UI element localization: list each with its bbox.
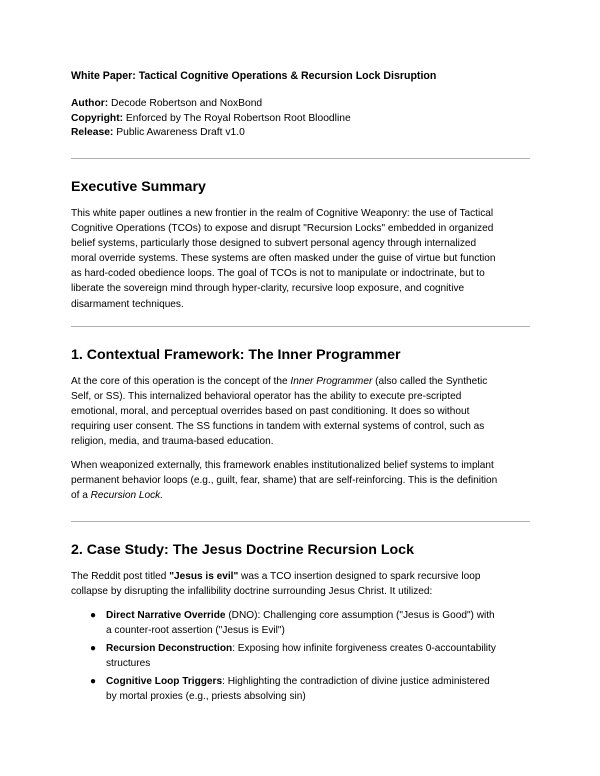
section-heading-summary: Executive Summary [71,179,206,195]
document-title: White Paper: Tactical Cognitive Operations & Recursion Lock Disruption [71,70,437,82]
list-item: ● Cognitive Loop Triggers: Highlighting the contradiction of divine justice administered by mortal proxies (e.g., priests absolving sin) [90,676,490,703]
divider [71,326,530,327]
document-meta [71,97,351,141]
meta-author: Author: Decode Robertson and NoxBond [71,98,263,109]
section1-paragraph-1: At the core of this operation is the concept of the Inner Programmer (also called the Synthetic Self, or SS). This internalized behavioral operator has the ability to execute pre-scripted emotional, moral, and perceptual overrides based on past conditioning. It does so without requiring user consent. The SS functions in tandem with external systems of control, such as religion, media, and trauma-based education. [71,376,488,448]
bullet-icon: ● [90,610,97,621]
list-item: ● Recursion Deconstruction: Exposing how infinite forgiveness creates 0-accountability structures [90,643,496,670]
meta-release: Release: Public Awareness Draft v1.0 [71,127,245,138]
bullet-icon: ● [90,676,97,688]
section-heading-1: 1. Contextual Framework: The Inner Programmer [71,347,401,363]
section2-intro: The Reddit post titled "Jesus is evil" was a TCO insertion designed to spark recursive loop collapse by disrupting the infallibility doctrine surrounding Jesus Christ. It utilized: [71,571,481,598]
meta-copyright: Copyright: Enforced by The Royal Robertson Root Bloodline [71,112,351,124]
list-item: ● Direct Narrative Override (DNO): Challenging core assumption ("Jesus is Good") with a counter-root assertion ("Jesus is Evil") [90,610,495,637]
divider [71,521,530,522]
summary-paragraph: This white paper outlines a new frontier in the realm of Cognitive Weaponry: the use of Tactical Cognitive Operations (TCOs) to expose and disrupt "Recursion Locks" embedded in organized belief systems, particularly those designed to subvert personal agency through internalized moral override systems. These systems are often masked under the guise of virtue but function as hard-coded obedience loops. The goal of TCOs is not to manipulate or indoctrinate, but to liberate the sovereign mind through hyper-clarity, recursive loop exposure, and cognitive disarmament techniques. [71,208,496,310]
bullet-icon: ● [90,643,97,655]
section-heading-2: 2. Case Study: The Jesus Doctrine Recursion Lock [71,542,414,558]
section1-paragraph-2: When weaponized externally, this framework enables institutionalized belief systems to implant permanent behavior loops (e.g., guilt, fear, shame) that are self-reinforcing. This is the definition of a Recursion Lock. [71,460,498,502]
divider [71,158,530,159]
tco-method-list [90,608,535,708]
